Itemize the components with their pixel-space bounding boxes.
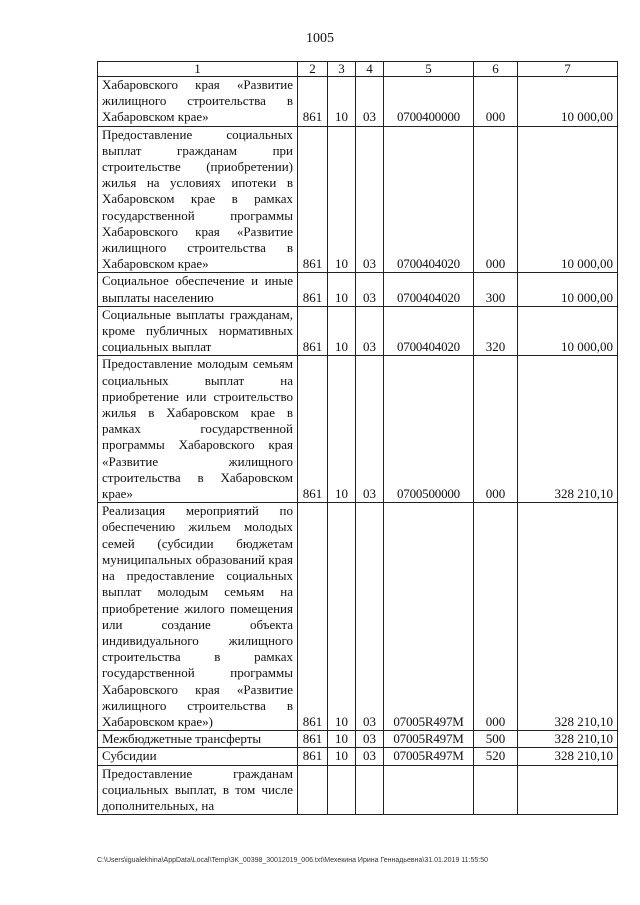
admin-code-cell [298,765,328,815]
target-article-cell: 0700500000 [384,356,474,503]
row-description: Предоставление гражданам социальных выплат, в том числе дополнительных, на [98,765,298,815]
table-row [98,748,618,765]
target-article-cell: 07005R497M [384,748,474,765]
section-cell [328,765,356,815]
admin-code-cell: 861 [298,748,328,765]
subsection-cell: 03 [356,77,384,127]
table-row [98,126,618,273]
subsection-cell [356,765,384,815]
expense-type-cell: 000 [474,126,518,273]
section-cell: 10 [328,748,356,765]
table-row [98,306,618,356]
column-header: 7 [518,62,618,77]
expense-type-cell: 520 [474,748,518,765]
row-description: Предоставление молодым семьям социальных выплат на приобретение или строительство жилья в Хабаровском крае в рамках государственной программы Хабаровского края «Развитие жилищного строительства в Хабаровском крае» [98,356,298,503]
admin-code-cell: 861 [298,306,328,356]
page-number: 1005 [306,31,334,46]
target-article-cell: 0700400000 [384,77,474,127]
column-header: 6 [474,62,518,77]
admin-code-cell: 861 [298,77,328,127]
admin-code-cell: 861 [298,356,328,503]
row-description: Субсидии [98,748,298,765]
expense-type-cell: 000 [474,503,518,731]
column-header: 3 [328,62,356,77]
expense-type-cell: 500 [474,731,518,748]
section-cell: 10 [328,503,356,731]
row-description: Предоставление социальных выплат гражданам при строительстве (приобретении) жилья на условиях ипотеки в Хабаровском крае в рамках государственной программы Хабаровского края «Развитие жилищного строительства в Хабаровском крае» [98,126,298,273]
target-article-cell [384,765,474,815]
table-row [98,356,618,503]
amount-cell: 10 000,00 [518,77,618,127]
subsection-cell: 03 [356,731,384,748]
admin-code-cell: 861 [298,273,328,306]
expense-type-cell: 320 [474,306,518,356]
subsection-cell: 03 [356,748,384,765]
subsection-cell: 03 [356,273,384,306]
column-header: 4 [356,62,384,77]
amount-cell: 328 210,10 [518,731,618,748]
admin-code-cell: 861 [298,126,328,273]
subsection-cell: 03 [356,306,384,356]
amount-cell: 328 210,10 [518,356,618,503]
subsection-cell: 03 [356,503,384,731]
admin-code-cell: 861 [298,731,328,748]
row-description: Хабаровского края «Развитие жилищного строительства в Хабаровском крае» [98,77,298,127]
target-article-cell: 0700404020 [384,306,474,356]
table-row [98,503,618,731]
section-cell: 10 [328,273,356,306]
table-row [98,273,618,306]
row-description: Социальные выплаты гражданам, кроме публичных нормативных социальных выплат [98,306,298,356]
row-description: Социальное обеспечение и иные выплаты населению [98,273,298,306]
table-row [98,731,618,748]
target-article-cell: 0700404020 [384,273,474,306]
column-header: 1 [98,62,298,77]
row-description: Межбюджетные трансферты [98,731,298,748]
target-article-cell: 0700404020 [384,126,474,273]
section-cell: 10 [328,356,356,503]
subsection-cell: 03 [356,126,384,273]
amount-cell: 328 210,10 [518,503,618,731]
section-cell: 10 [328,126,356,273]
row-description: Реализация мероприятий по обеспечению жильем молодых семей (субсидии бюджетам муниципальных образований края на предоставление социальных выплат молодым семьям на приобретение жилого помещения или создание объекта индивидуального жилищного строительства в рамках государственной программы Хабаровского края «Развитие жилищного строительства в Хабаровском крае») [98,503,298,731]
file-path-footer: C:\Users\igualekhina\AppData\Local\Temp\3K_00398_30012019_006.txt\Мехекина Ирина Геннадьевна\31.01.2019 11:55:50 [97,857,489,864]
amount-cell: 10 000,00 [518,273,618,306]
column-header: 5 [384,62,474,77]
section-cell: 10 [328,306,356,356]
budget-table [97,61,618,815]
expense-type-cell [474,765,518,815]
admin-code-cell: 861 [298,503,328,731]
expense-type-cell: 000 [474,77,518,127]
table-header-row [98,62,618,77]
target-article-cell: 07005R497M [384,503,474,731]
amount-cell: 328 210,10 [518,748,618,765]
section-cell: 10 [328,77,356,127]
expense-type-cell: 300 [474,273,518,306]
subsection-cell: 03 [356,356,384,503]
table-row [98,77,618,127]
table-row [98,765,618,815]
section-cell: 10 [328,731,356,748]
amount-cell: 10 000,00 [518,126,618,273]
target-article-cell: 07005R497M [384,731,474,748]
column-header: 2 [298,62,328,77]
amount-cell: 10 000,00 [518,306,618,356]
expense-type-cell: 000 [474,356,518,503]
amount-cell [518,765,618,815]
